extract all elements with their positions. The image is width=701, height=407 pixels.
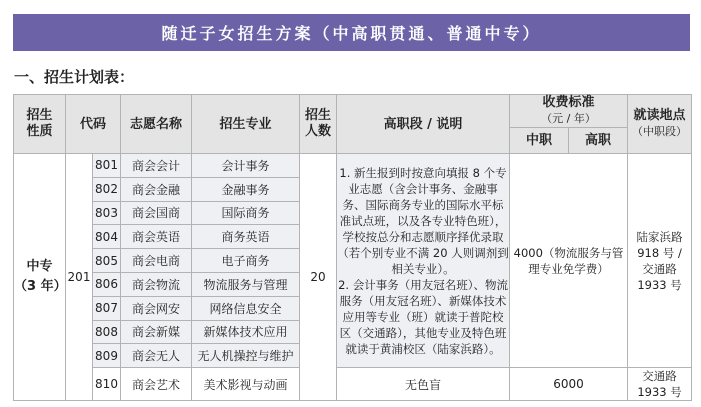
program-name-cell: 商会电商 — [121, 249, 192, 273]
header-fee-high: 高职 — [569, 128, 628, 154]
major-cell: 新媒体技术应用 — [192, 320, 300, 344]
banner-title: 随迁子女招生方案（中高职贯通、普通中专） — [161, 24, 542, 43]
header-count: 招生 人数 — [300, 95, 337, 154]
header-name: 志愿名称 — [121, 95, 192, 154]
description-cell — [337, 154, 510, 368]
program-name-cell: 商会网安 — [121, 296, 192, 320]
program-name-cell: 商会金融 — [121, 177, 192, 201]
major-code-cell: 801 — [93, 154, 121, 178]
major-cell: 国际商务 — [192, 201, 300, 225]
program-name-cell: 商会英语 — [121, 225, 192, 249]
header-fee: 收费标准 （元 / 年） — [510, 95, 628, 128]
header-desc: 高职段 / 说明 — [337, 95, 510, 154]
major-code-cell: 810 — [93, 368, 121, 401]
description-paragraph-2: 2. 会计事务（用友冠名班）、物流服务（用友冠名班）、新媒体技术应用等专业（班）就读于普陀校区（交通路），其他专业及特色班就读于黄浦校区（陆家浜路）。 — [338, 277, 508, 356]
major-code-cell: 803 — [93, 201, 121, 225]
major-code-cell: 806 — [93, 272, 121, 296]
major-code-cell: 802 — [93, 177, 121, 201]
program-type-cell: 中专 （3 年） — [14, 154, 66, 401]
enrollment-plan-table — [13, 94, 692, 401]
program-name-cell: 商会艺术 — [121, 368, 192, 401]
major-cell: 物流服务与管理 — [192, 272, 300, 296]
major-code-cell: 807 — [93, 296, 121, 320]
header-type: 招生 性质 — [14, 95, 66, 154]
last-row-fee-cell: 6000 — [510, 368, 628, 401]
program-name-cell: 商会会计 — [121, 154, 192, 178]
header-code: 代码 — [66, 95, 121, 154]
table-row — [14, 154, 692, 178]
enrollment-count-cell: 20 — [300, 154, 337, 401]
location-main-cell: 陆家浜路 918 号 / 交通路 1933 号 — [628, 154, 692, 368]
last-row-description-cell: 无色盲 — [337, 368, 510, 401]
major-cell: 会计事务 — [192, 154, 300, 178]
header-fee-mid: 中职 — [510, 128, 569, 154]
section-title: 一、招生计划表： — [14, 68, 135, 86]
table-row — [14, 368, 692, 401]
last-row-location-cell: 交通路 1933 号 — [628, 368, 692, 401]
major-code-cell: 808 — [93, 320, 121, 344]
major-cell: 金融事务 — [192, 177, 300, 201]
major-cell: 商务英语 — [192, 225, 300, 249]
fee-main-cell: 4000（物流服务与管理专业免学费） — [510, 154, 628, 368]
program-name-cell: 商会无人 — [121, 344, 192, 368]
header-location: 就读地点 （中职段） — [628, 95, 692, 154]
program-name-cell: 商会国商 — [121, 201, 192, 225]
major-code-cell: 804 — [93, 225, 121, 249]
description-paragraph-1: 1. 新生报到时按意向填报 8 个专业志愿（含会计事务、金融事务、国际商务专业的国际水平标准试点班，以及各专业特色班），学校按总分和志愿顺序择优录取（若个别专业不满 20 人则调剂到相关专业）。 — [337, 165, 509, 276]
major-cell: 电子商务 — [192, 249, 300, 273]
major-cell: 网络信息安全 — [192, 296, 300, 320]
header-major: 招生专业 — [192, 95, 300, 154]
page-banner — [13, 14, 690, 51]
program-name-cell: 商会物流 — [121, 272, 192, 296]
program-name-cell: 商会新媒 — [121, 320, 192, 344]
group-code-cell: 201 — [66, 154, 93, 401]
major-code-cell: 805 — [93, 249, 121, 273]
major-cell: 无人机操控与维护 — [192, 344, 300, 368]
major-code-cell: 809 — [93, 344, 121, 368]
major-cell: 美术影视与动画 — [192, 368, 300, 401]
